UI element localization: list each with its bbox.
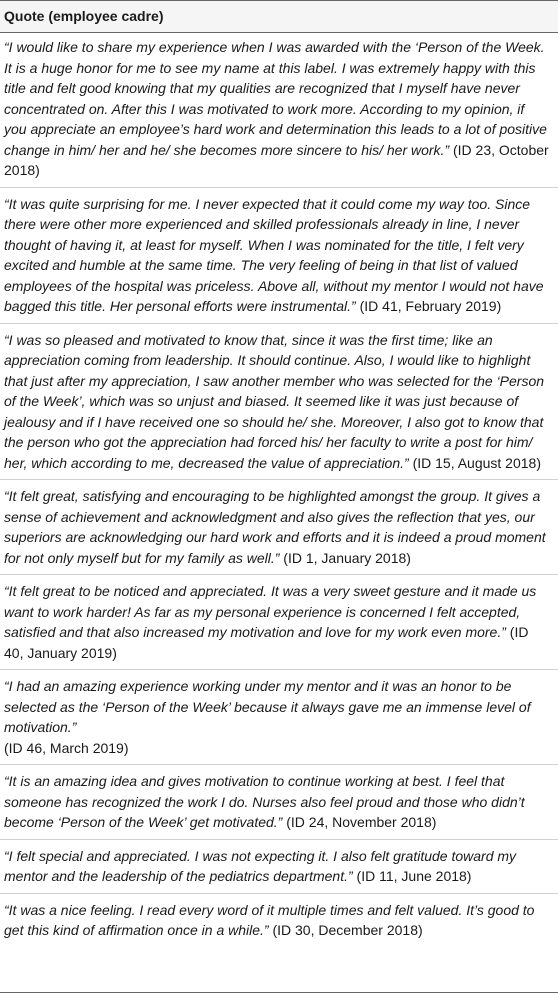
quote-text: “I would like to share my experience when I was awarded with the ‘Person of the Week. It is a huge honor for me to see my name at this label. I was extremely happy with this title and felt good knowing that my qualities are recognized that I myself have never concentrated on. After this I was motivated to work more. According to my opinion, if you appreciate an employee’s hard work and determination this leads to a lot of positive change in him/ her and he/ she becomes more sincere to his/ her work.” <box>4 39 547 158</box>
quote-citation: (ID 40, January 2019) <box>4 624 529 661</box>
row-divider <box>0 764 558 765</box>
row-divider <box>0 574 558 575</box>
table-row <box>0 486 558 568</box>
quote-text: “I had an amazing experience working under my mentor and it was an honor to be selected as the ‘Person of the Week’ because it always gave me an immense level of motivation.” <box>4 678 531 735</box>
table-row <box>0 194 558 317</box>
quote-citation: (ID 46, March 2019) <box>4 739 129 756</box>
quote-citation: (ID 11, June 2018) <box>352 868 472 884</box>
quote-text: “It felt great to be noticed and appreciated. It was a very sweet gesture and it made us want to work harder! As far as my personal experience is concerned I felt accepted, satisfied and that also increased my motivation and love for my work even more.” <box>4 583 537 640</box>
row-divider <box>0 323 558 324</box>
table-body <box>0 33 558 941</box>
table-bottom-border <box>0 992 558 993</box>
row-divider <box>0 187 558 188</box>
quote-text: “It is an amazing idea and gives motivation to continue working at best. I feel that someone has recognized the work I do. Nurses also feel proud and those who didn’t become ‘Person of the Week’ get motivated.” <box>4 773 525 830</box>
row-divider <box>0 669 558 670</box>
row-divider <box>0 893 558 894</box>
quote-text: “It was quite surprising for me. I never expected that it could come my way too. Since there were other more experienced and skilled professionals already in line, I never thought of having it, at least for myself. When I was nominated for the title, I felt very excited and humble at the same time. The very feeling of being in that list of valued employees of the hospital was priceless. Above all, without my mentor I would not have bagged this title. Her personal efforts were instrumental.” <box>4 195 544 314</box>
quote-citation: (ID 41, February 2019) <box>355 298 502 314</box>
quote-citation: (ID 23, October 2018) <box>4 141 549 178</box>
table-row <box>0 676 558 758</box>
table-row <box>0 846 558 887</box>
table-row <box>0 581 558 663</box>
quote-text: “I felt special and appreciated. I was not expecting it. I also felt gratitude toward my mentor and the leadership of the pediatrics department.” <box>4 847 517 884</box>
quote-citation: (ID 30, December 2018) <box>268 922 423 938</box>
quote-citation: (ID 15, August 2018) <box>408 454 541 471</box>
quote-citation: (ID 24, November 2018) <box>282 814 437 830</box>
table-row <box>0 330 558 474</box>
table-row <box>0 37 558 181</box>
table-header: Quote (employee cadre) <box>0 0 558 33</box>
quote-citation: (ID 1, January 2018) <box>279 549 411 566</box>
quote-text: “I was so pleased and motivated to know that, since it was the first time; like an appreciation coming from leadership. It should continue. Also, I would like to highlight that just after my appreciation, I saw another member who was selected for the ‘Person of the Week’, which was so unjust and biased. It seemed like it was just because of jealousy and if I have received one so should he/ she. Moreover, I also got to know that the person who got the appreciation had forced his/ her faculty to write a post for him/ her, which according to me, decreased the value of appreciation.” <box>4 331 545 471</box>
row-divider <box>0 479 558 480</box>
row-divider <box>0 839 558 840</box>
quote-text: “It was a nice feeling. I read every word of it multiple times and felt valued. It’s good to get this kind of affirmation once in a while.” <box>4 901 535 938</box>
quote-text: “It felt great, satisfying and encouraging to be highlighted amongst the group. It gives a sense of achievement and acknowledgment and also gives the reflection that yes, our superiors are acknowledging our hard work and efforts and it is indeed a proud moment for not only myself but for my family as well.” <box>4 488 546 566</box>
table-row <box>0 900 558 941</box>
table-row <box>0 771 558 833</box>
